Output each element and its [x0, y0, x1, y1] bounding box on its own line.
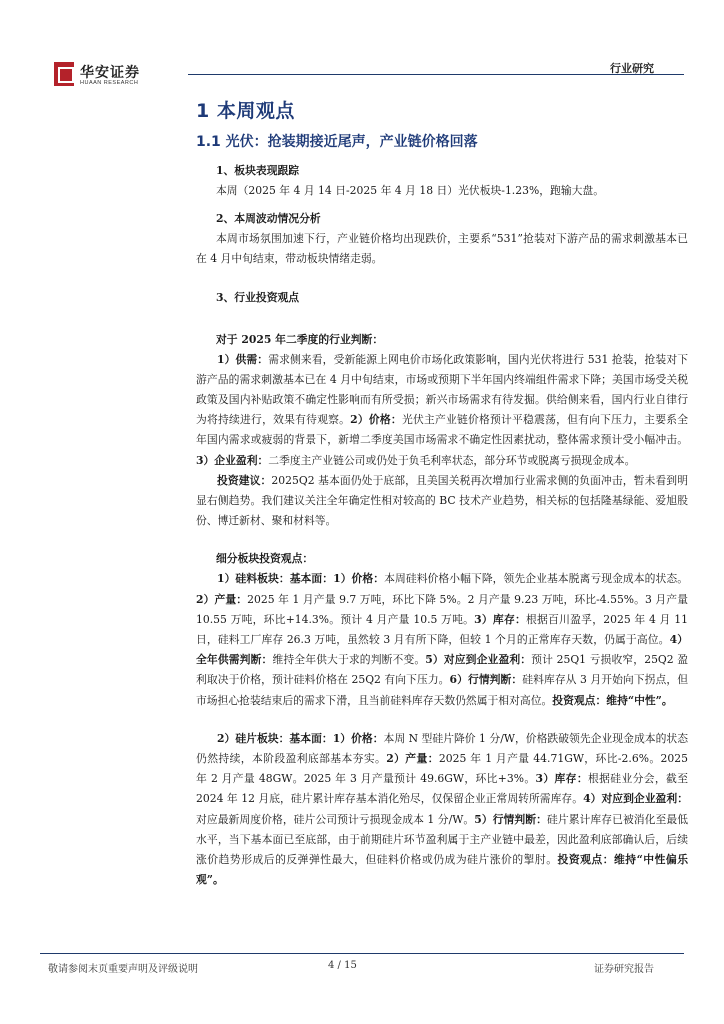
- advice-label: 投资建议：: [217, 473, 272, 487]
- wafer-s1: 1）价格：: [332, 731, 384, 745]
- section-title: 1 本周观点: [196, 100, 295, 122]
- profit-label: 3）企业盈利：: [196, 453, 269, 467]
- wafer-s4: 4）对应到企业盈利：: [583, 792, 688, 806]
- silicon-t6: 硅料库存从 3 月开始向下拐点，但市场担心抢装结束后的需求下滑，且当前硅料库存天数仍然属于相对高位。: [196, 673, 689, 707]
- wafer-t4: 对应最新周度价格，硅片公司预计亏损现金成本 1 分/W。: [196, 812, 475, 826]
- silicon-paragraph: [196, 569, 688, 710]
- supply-label: 1）供需：: [217, 352, 269, 366]
- silicon-s5: 5）对应到企业盈利：: [425, 653, 532, 667]
- footer-disclaimer: 敬请参阅末页重要声明及评级说明: [48, 964, 198, 975]
- block1-heading: 1、板块表现跟踪: [216, 164, 300, 177]
- silicon-t3: 根据百川盈孚，2025 年 4 月 11 日，硅料工厂库存 26.3 万吨，虽然较 3 月有所下降，但较 1 个月的正常库存天数，仍属于高位。: [196, 612, 689, 647]
- block1-text: 本周（2025 年 4 月 14 日-2025 年 4 月 18 日）光伏板块-1.23%，跑输大盘。: [216, 184, 605, 197]
- page-header: [40, 58, 684, 90]
- q2-judgment-title: 对于 2025 年二季度的行业判断：: [216, 332, 384, 346]
- investment-advice: [196, 471, 688, 532]
- q2-judgment-text: [196, 350, 688, 471]
- silicon-t1: 本周硅料价格小幅下降，领先企业基本脱离亏现金成本的状态。: [384, 572, 689, 586]
- logo-en-text: HUAAN RESEARCH: [80, 80, 139, 86]
- huaan-logo-icon: [54, 62, 74, 86]
- report-category: 行业研究: [610, 62, 654, 75]
- footer-divider: [40, 953, 684, 954]
- wafer-paragraph: [196, 729, 688, 891]
- silicon-view: 投资观点：维持“中性”。: [552, 693, 673, 707]
- silicon-t2: 2025 年 1 月产量 9.7 万吨，环比下降 5%。2 月产量 9.23 万吨，环比-4.55%。3 月产量 10.55 万吨，环比+14.3%。预计 4 月产量 10.5 万吨。: [196, 592, 688, 626]
- page-number: 4 / 15: [328, 960, 357, 971]
- profit-text: 二季度主产业链公司或仍处于负毛利率状态，部分环节或脱离亏损现金成本。: [268, 453, 636, 467]
- advice-text: 2025Q2 基本面仍处于底部，且美国关税再次增加行业需求侧的负面冲击，暂未看到明显右侧趋势。我们建议关注全年确定性相对较高的 BC 技术产业趋势，相关标的包括隆基绿能、爱旭股份、博迁新材、聚和材料等。: [196, 473, 688, 528]
- supply-text: 需求侧来看，受新能源上网电价市场化政策影响，国内光伏将进行 531 抢装，抢装对下游产品的需求刺激基本已在 4 月中旬结束，市场或预期下半年国内终端组件需求下降；美国市场受关税政策及国内补贴政策不确定性影响而有所受损；新兴市场需求有待发掘。供给侧来看，国内行业自律行为将持续进行，效果有待观察。: [196, 352, 689, 427]
- wafer-s3: 3）库存：: [535, 772, 588, 786]
- wafer-label: 2）硅片板块：基本面：: [217, 731, 333, 745]
- wafer-t2: 2025 年 1 月产量 44.71GW，环比-2.6%。2025 年 2 月产量 48GW。2025 年 3 月产量预计 49.6GW，环比+3%。: [196, 752, 689, 786]
- wafer-t3: 根据硅业分会，截至 2024 年 12 月底，硅片累计库存基本消化殆尽，仅保留企业正常周转所需库存。: [196, 772, 689, 806]
- silicon-s2: 2）产量：: [196, 592, 248, 606]
- silicon-t5: 预计 25Q1 亏损收窄，25Q2 盈利取决于价格，预计硅料价格在 25Q2 有向下压力。: [196, 653, 689, 687]
- wafer-view: 投资观点：维持“中性偏乐观”。: [196, 853, 688, 887]
- block2-heading: 2、本周波动情况分析: [216, 212, 321, 226]
- silicon-s1: 1）价格：: [333, 572, 385, 586]
- silicon-t4: 维持全年供大于求的判断不变。: [272, 653, 426, 667]
- wafer-s5: 5）行情判断：: [474, 812, 547, 826]
- wafer-t5: 硅片累计库存已被消化至最低水平，当下基本面已至底部，由于前期硅片环节盈利属于主产业链中最差，因此盈利底部确认后，后续涨价趋势形成后的反弹弹性最大，但硅料价格或仍成为硅片涨价的掣肘。: [196, 812, 689, 867]
- wafer-t1: 本周 N 型硅片降价 1 分/W，价格跌破领先企业现金成本的状态仍然持续，本阶段盈利底部基本夯实。: [196, 731, 689, 766]
- subsectors-title: 细分板块投资观点：: [216, 552, 314, 566]
- logo-cn-text: 华安证券: [80, 65, 140, 81]
- footer-report-type: 证券研究报告: [594, 964, 654, 975]
- main-content: [196, 96, 688, 890]
- silicon-s3: 3）库存：: [474, 612, 527, 626]
- silicon-s6: 6）行情判断：: [449, 673, 523, 687]
- block3-heading: 3、行业投资观点: [216, 290, 300, 304]
- block2-text: 本周市场氛围加速下行，产业链价格均出现跌价，主要系“531”抢装对下游产品的需求刺激基本已在 4 月中旬结束，带动板块情绪走弱。: [196, 232, 688, 266]
- price-text: 光伏主产业链价格预计平稳震荡，但有向下压力，主要系全年国内需求或疲弱的背景下，新增二季度美国市场需求不确定性因素扰动，整体需求预计受小幅冲击。: [196, 413, 689, 447]
- subsection-title: 1.1 光伏：抢装期接近尾声，产业链价格回落: [196, 134, 478, 150]
- price-label: 2）价格：: [350, 413, 402, 427]
- silicon-s4: 4）全年供需判断：: [196, 633, 688, 667]
- wafer-s2: 2）产量：: [386, 752, 439, 766]
- silicon-label: 1）硅料板块：基本面：: [217, 572, 334, 586]
